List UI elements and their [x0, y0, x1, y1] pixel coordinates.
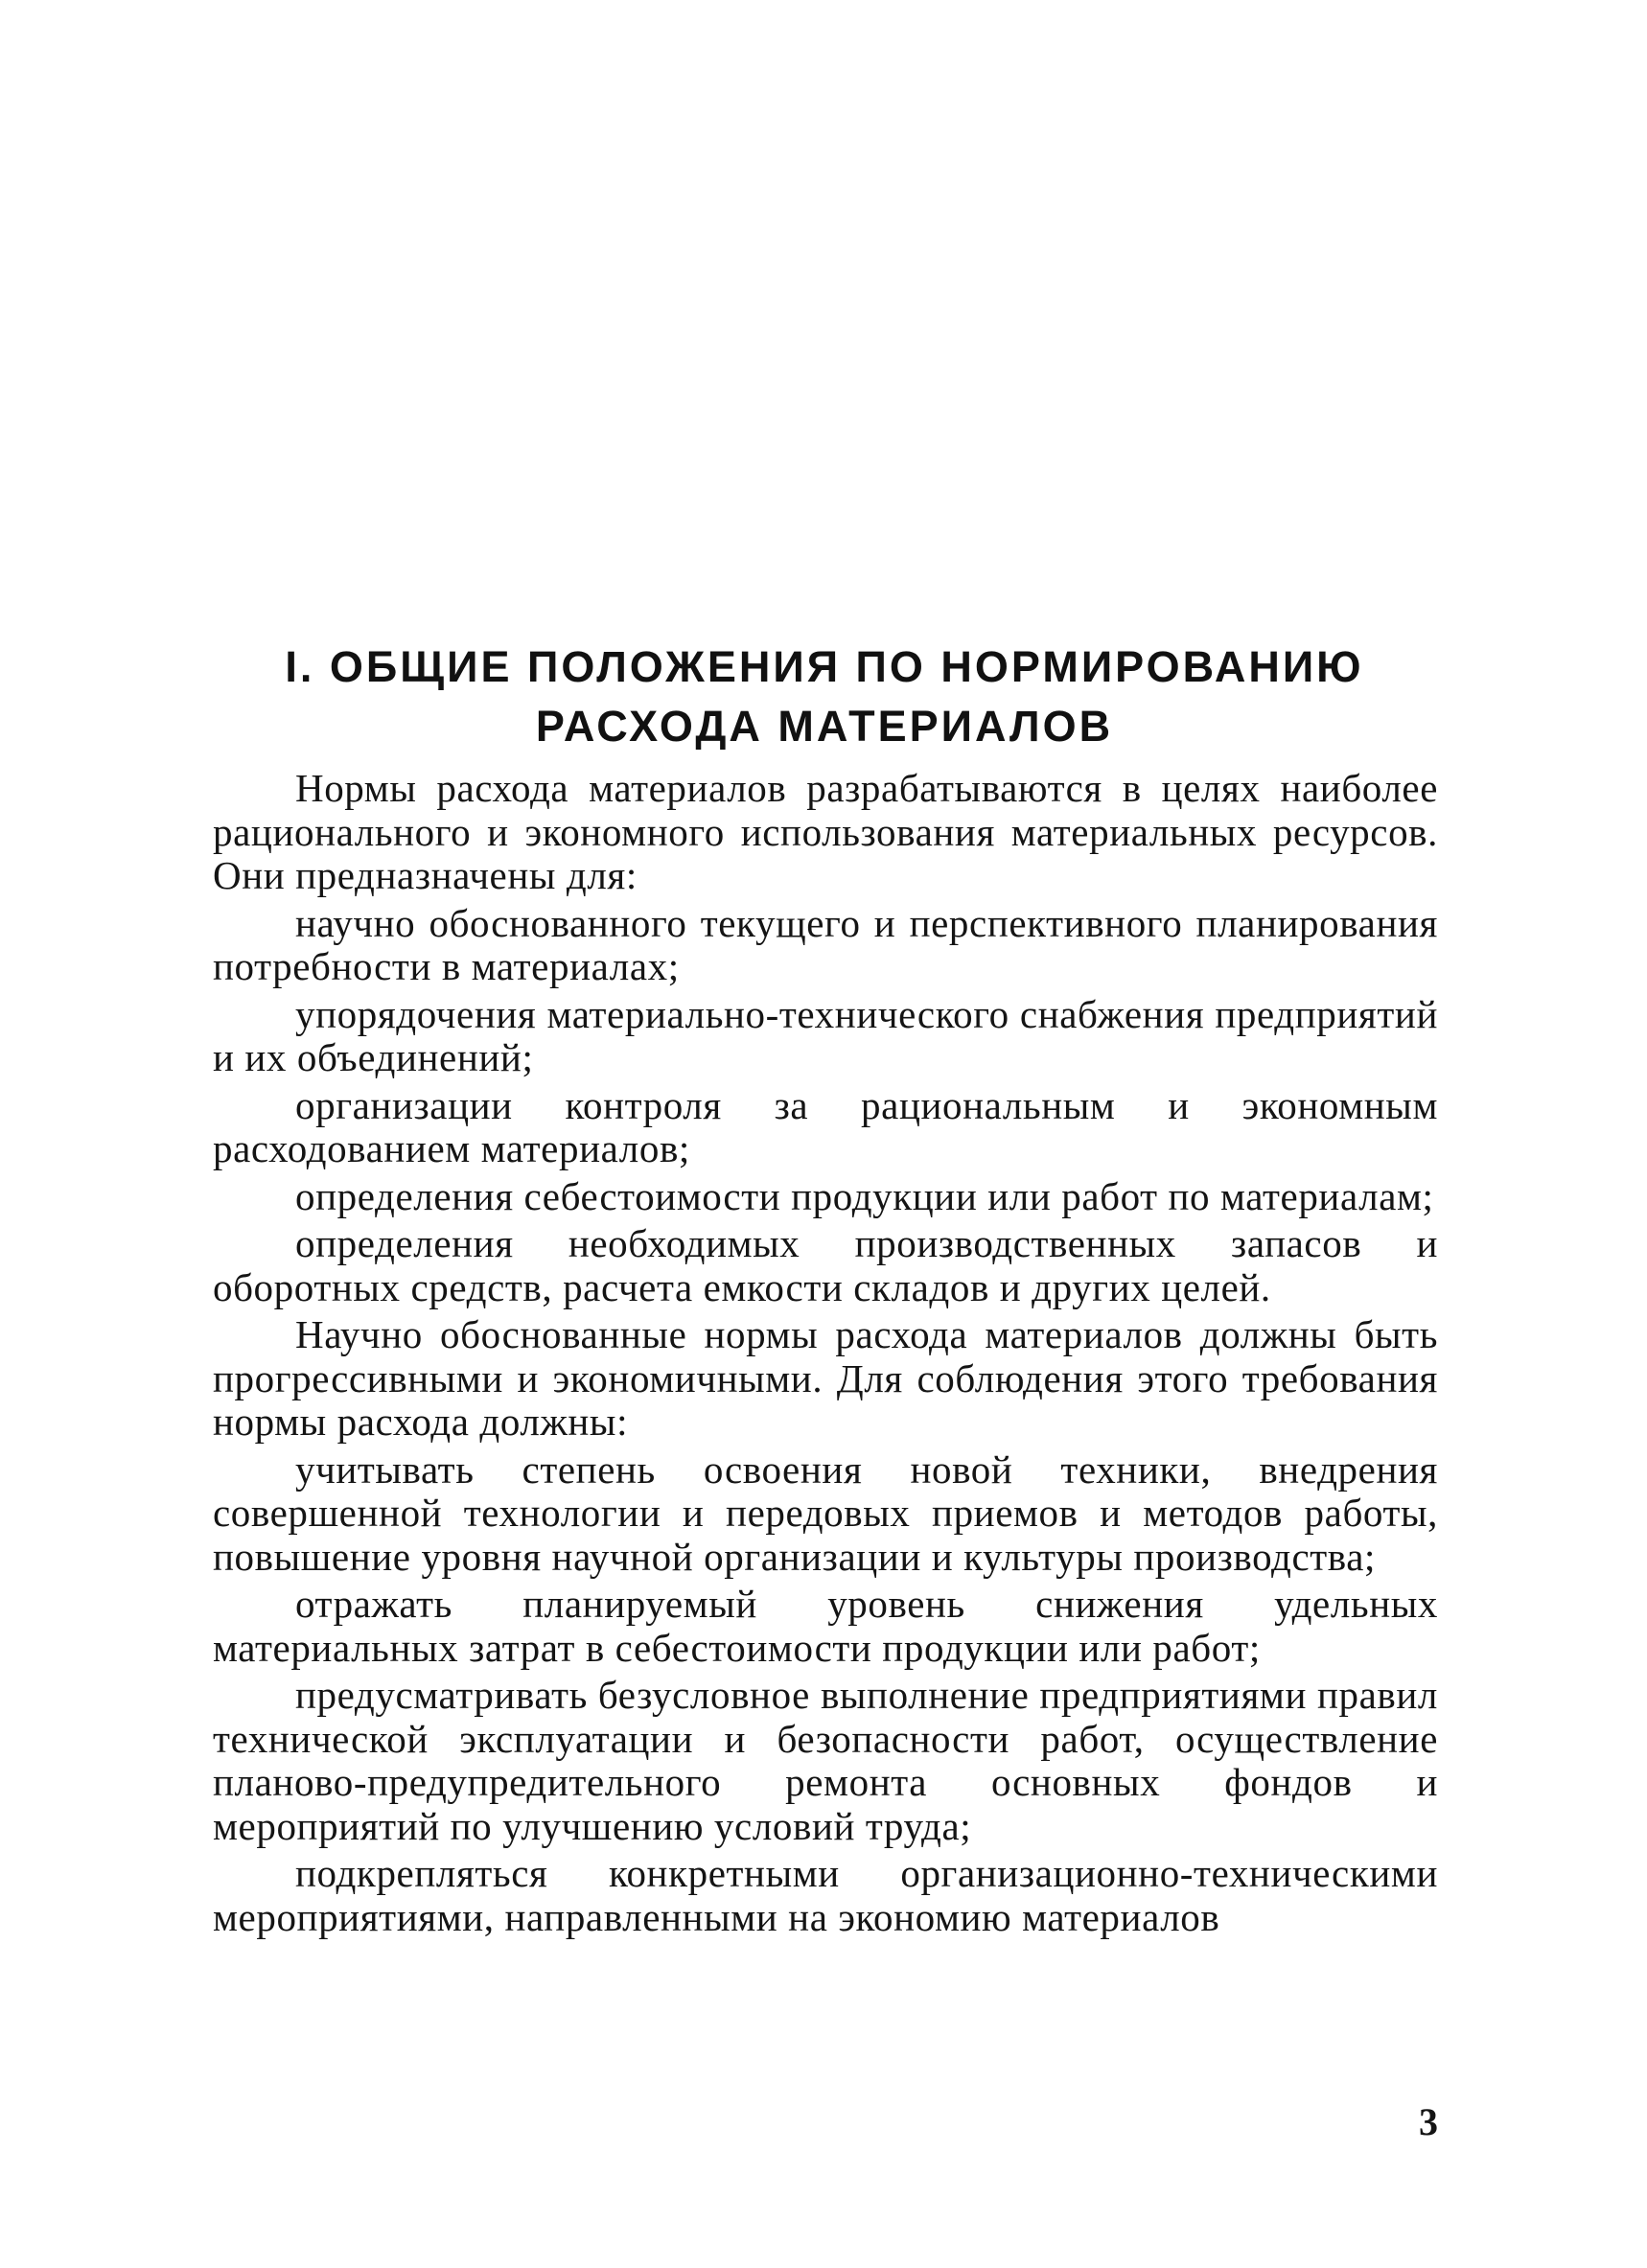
paragraph-requirements: Научно обоснованные нормы расхода материалов должны быть прогрессивными и экономичными. Для соблюдения этого требования нормы расхода должны: — [213, 1312, 1438, 1444]
list-item-stocks: определения необходимых производственных запасов и оборотных средств, расчета емкости складов и других целей. — [213, 1221, 1438, 1309]
list-item-cost: определения себестоимости продукции или работ по материалам; — [295, 1173, 1434, 1218]
list-item-safety: предусматривать безусловное выполнение предприятиями правил технической эксплуатации и безопасности работ, осуществление планово-предупредительного ремонта основных фондов и мероприятий по улучшению условий труда; — [213, 1673, 1438, 1848]
list-item-reduction: отражать планируемый уровень снижения удельных материальных затрат в себестоимости продукции или работ; — [213, 1582, 1438, 1670]
list-item-measures: подкрепляться конкретными организационно-техническими мероприятиями, направленными на экономию материалов — [213, 1851, 1438, 1939]
paragraph-intro: Нормы расхода материалов разрабатываются в целях наиболее рационального и экономного использования материальных ресурсов. Они предназначены для: — [213, 766, 1438, 897]
list-item-technology: учитывать степень освоения новой техники, внедрения совершенной технологии и передовых приемов и методов работы, повышение уровня научной организации и культуры производства; — [213, 1446, 1438, 1579]
section-title-line-2: РАСХОДА МАТЕРИАЛОВ — [535, 702, 1114, 751]
section-title-line-1: I. ОБЩИЕ ПОЛОЖЕНИЯ ПО НОРМИРОВАНИЮ — [285, 642, 1364, 691]
page-number: 3 — [1419, 2100, 1438, 2143]
list-item-supply: упорядочения материально-технического снабжения предприятий и их объединений; — [213, 991, 1438, 1079]
list-item-planning: научно обоснованного текущего и перспективного планирования потребности в материалах; — [213, 900, 1438, 988]
list-item-control: организации контроля за рациональным и экономным расходованием материалов; — [213, 1082, 1438, 1170]
body-text — [213, 767, 1438, 1939]
section-title — [192, 637, 1457, 756]
